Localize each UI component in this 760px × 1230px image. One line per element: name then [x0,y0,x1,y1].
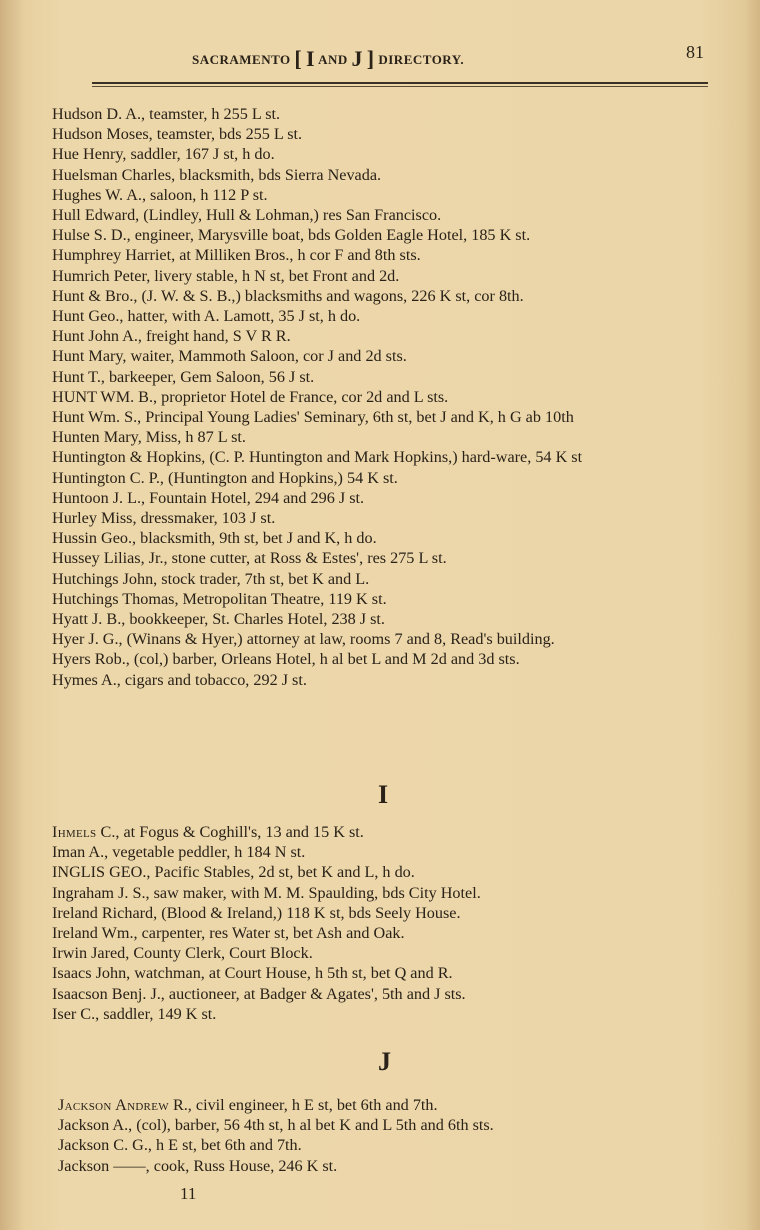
section-letter-j: J [378,1047,391,1076]
directory-entry: Humphrey Harriet, at Milliken Bros., h cor F and 8th sts. [52,246,421,265]
running-head-letter-i: I [306,46,316,71]
directory-entry: Hunt Geo., hatter, with A. Lamott, 35 J st, h do. [52,307,361,326]
directory-entry: INGLIS GEO., Pacific Stables, 2d st, bet K and L, h do. [52,863,415,882]
page-number: 81 [686,42,704,62]
directory-entry: Hulse S. D., engineer, Marysville boat, bds Golden Eagle Hotel, 185 K st. [52,226,531,245]
directory-entry: Hunt & Bro., (J. W. & S. B.,) blacksmiths and wagons, 226 K st, cor 8th. [52,286,524,305]
entry-rest: R., civil engineer, h E st, bet 6th and 7th. [168,1096,438,1114]
directory-entry: Jackson C. G., h E st, bet 6th and 7th. [58,1136,302,1155]
directory-entry: Iman A., vegetable peddler, h 184 N st. [52,843,306,862]
directory-entry: Humrich Peter, livery stable, h N st, bet Front and 2d. [52,266,400,285]
running-head-directory: DIRECTORY. [378,52,465,67]
directory-entry: Jackson A., (col), barber, 56 4th st, h al bet K and L 5th and 6th sts. [58,1116,494,1135]
directory-entry: Hyatt J. B., bookkeeper, St. Charles Hotel, 238 J st. [52,610,385,629]
section-letter-i: I [378,780,389,809]
directory-entry: Iser C., saddler, 149 K st. [52,1004,217,1023]
running-head-letter-j: J [351,46,364,71]
directory-entry [58,1095,718,1115]
directory-entry: Hymes A., cigars and tobacco, 292 J st. [52,670,307,689]
running-head-and: AND [318,52,348,67]
directory-entry: Ireland Wm., carpenter, res Water st, bet Ash and Oak. [52,924,405,943]
directory-entry: Isaacs John, watchman, at Court House, h 5th st, bet Q and R. [52,964,453,983]
entries-h [52,104,724,690]
directory-entry: Ireland Richard, (Blood & Ireland,) 118 K st, bds Seely House. [52,903,461,922]
running-head-bracket-close: ] [366,46,375,71]
directory-entry: Huntington & Hopkins, (C. P. Huntington and Mark Hopkins,) hard-ware, 54 K st [52,448,583,467]
entry-rest: C., at Fogus & Coghill's, 13 and 15 K st. [96,823,364,841]
header-rule [92,82,708,84]
directory-entry: Huntington C. P., (Huntington and Hopkins,) 54 K st. [52,468,398,487]
running-head [192,46,464,72]
directory-entry: Irwin Jared, County Clerk, Court Block. [52,944,313,963]
entries-i [52,822,724,1024]
running-head-bracket-open: [ [294,46,303,71]
entries-j [58,1095,718,1176]
directory-entry: Hurley Miss, dressmaker, 103 J st. [52,509,276,528]
directory-entry: Hunt Wm. S., Principal Young Ladies' Seminary, 6th st, bet J and K, h G ab 10th [52,408,574,427]
directory-entry: Hussin Geo., blacksmith, 9th st, bet J and K, h do. [52,529,377,548]
entry-name-caps: Jackson Andrew [58,1096,169,1114]
page-header [0,40,760,76]
directory-entry: Hudson D. A., teamster, h 255 L st. [52,105,281,123]
directory-entry: Jackson ——, cook, Russ House, 246 K st. [58,1156,338,1175]
signature-mark: 11 [180,1184,197,1203]
directory-entry: Hunten Mary, Miss, h 87 L st. [52,428,246,447]
directory-entry: Hunt T., barkeeper, Gem Saloon, 56 J st. [52,367,315,386]
directory-entry: Hyer J. G., (Winans & Hyer,) attorney at law, rooms 7 and 8, Read's building. [52,630,555,649]
directory-entry: Hutchings Thomas, Metropolitan Theatre, 119 K st. [52,589,387,608]
directory-entry: Hunt John A., freight hand, S V R R. [52,327,291,346]
directory-entry: Hutchings John, stock trader, 7th st, bet K and L. [52,569,370,588]
directory-entry [52,822,724,842]
header-rule-thin [92,86,708,87]
directory-entry: Hudson Moses, teamster, bds 255 L st. [52,125,303,144]
directory-entry: Huelsman Charles, blacksmith, bds Sierra Nevada. [52,165,382,184]
entry-name-caps: Ihmels [52,823,97,841]
directory-entry: Hussey Lilias, Jr., stone cutter, at Ross & Estes', res 275 L st. [52,549,447,568]
directory-entry: Ingraham J. S., saw maker, with M. M. Spaulding, bds City Hotel. [52,883,481,902]
directory-entry: HUNT WM. B., proprietor Hotel de France, cor 2d and L sts. [52,387,449,406]
running-head-city: SACRAMENTO [192,52,291,67]
directory-entry: Hughes W. A., saloon, h 112 P st. [52,185,268,204]
directory-entry: Hyers Rob., (col,) barber, Orleans Hotel, h al bet L and M 2d and 3d sts. [52,650,520,669]
directory-entry: Huntoon J. L., Fountain Hotel, 294 and 296 J st. [52,488,365,507]
directory-entry: Hunt Mary, waiter, Mammoth Saloon, cor J and 2d sts. [52,347,407,366]
directory-entry: Hull Edward, (Lindley, Hull & Lohman,) res San Francisco. [52,206,442,225]
directory-entry: Hue Henry, saddler, 167 J st, h do. [52,145,275,164]
directory-entry: Isaacson Benj. J., auctioneer, at Badger & Agates', 5th and J sts. [52,984,466,1003]
